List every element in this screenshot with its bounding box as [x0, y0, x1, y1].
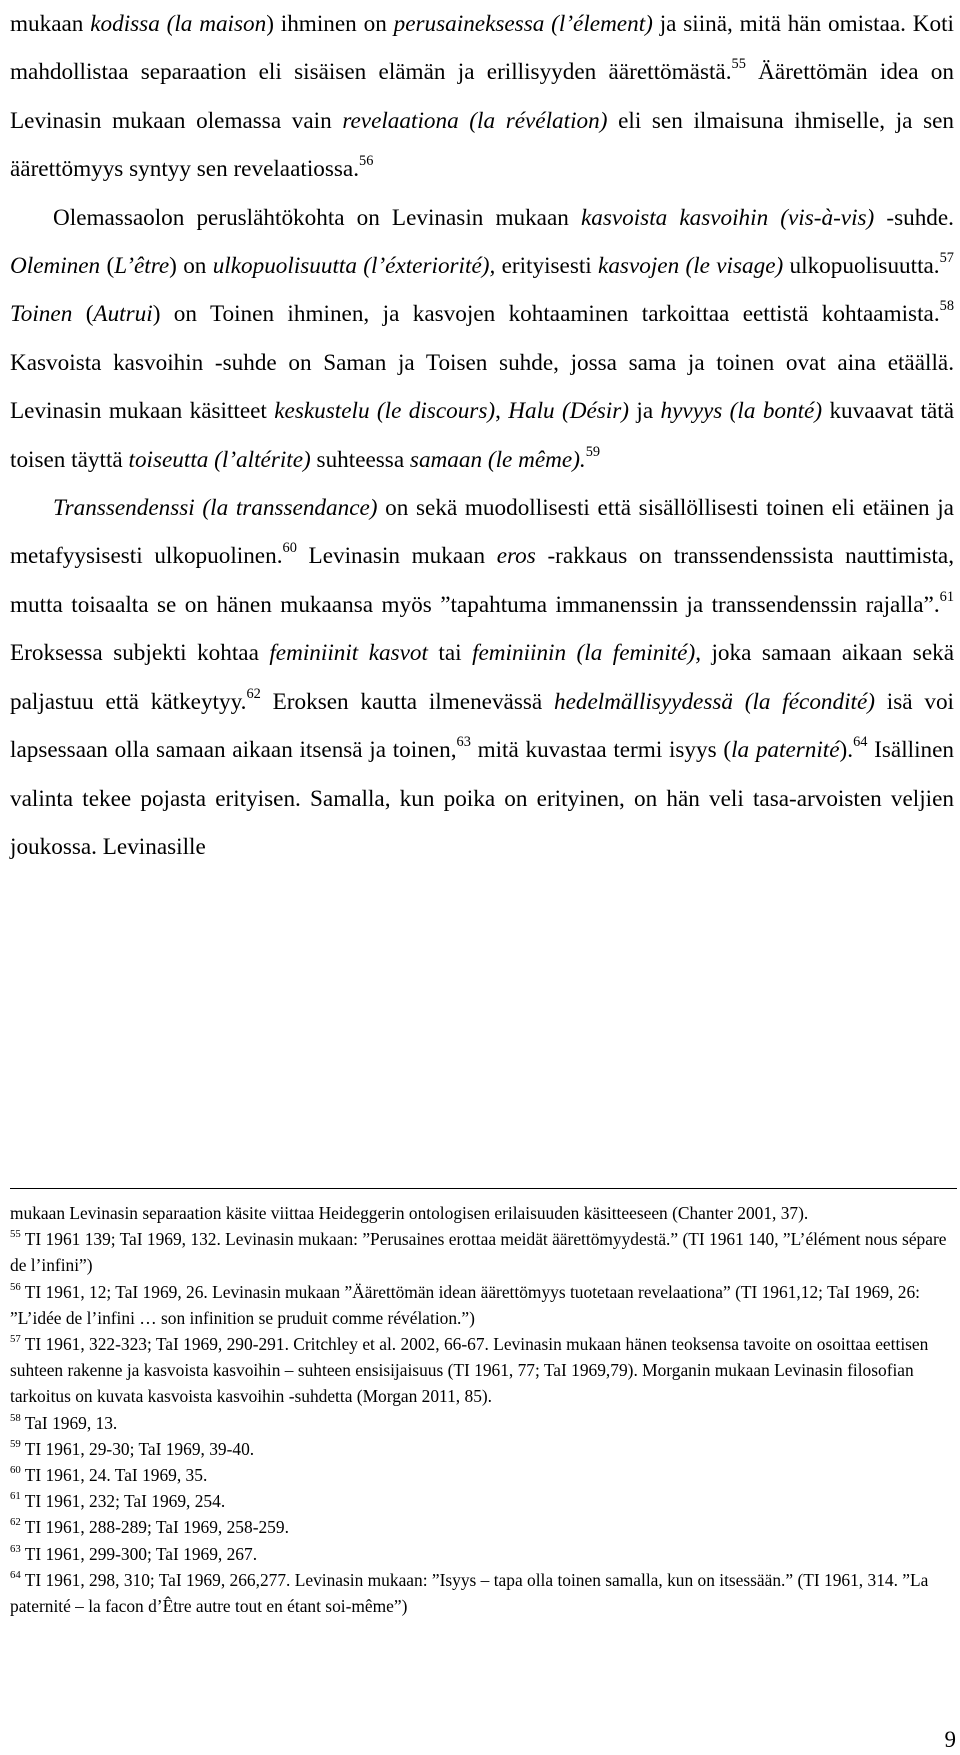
text-run: ja: [629, 398, 661, 425]
footnote-text: TI 1961, 322-323; TaI 1969, 290-291. Critchley et al. 2002, 66-67. Levinasin mukaan hänen teoksensa tavoite on osoittaa eettisen suhteen rakenne ja kasvoista kasvoihin – suhteen ensisijaisuus (TI 1961, 77; TaI 1969,79). Morganin mukaan Levinasin filosofian tarkoitus on kuvata kasvoista kasvoihin -suhdetta (Morgan 2011, 85).: [10, 1334, 929, 1407]
footnote-text: TI 1961, 232; TaI 1969, 254.: [20, 1491, 226, 1512]
footnote-number: 55: [10, 1228, 21, 1241]
text-run: -rakkaus on transsendenssista nauttimista, mutta toisaalta se on hänen mukaansa myös ”tapahtuma immanenssin ja transsendenssin rajalla”.: [10, 543, 954, 618]
italic-term: Transsendenssi (la transsendance): [53, 495, 378, 522]
footnote-ref-56[interactable]: 56: [359, 153, 374, 170]
footnote-61: [10, 1488, 954, 1514]
footnote-63: [10, 1541, 954, 1567]
footnote-number: 63: [10, 1542, 21, 1555]
italic-term: kodissa (la maison: [90, 11, 267, 37]
footnote-ref-59[interactable]: 59: [585, 443, 601, 460]
text-run: eli sen ilmaisuna ihmiselle, ja sen äärettömyys syntyy sen revelaatiossa.: [10, 107, 954, 183]
paragraph-3: [10, 484, 954, 871]
text-run: ulkopuolisuutta.: [783, 253, 940, 280]
text-run: -suhde.: [874, 204, 954, 231]
italic-term: feminiinit kasvot: [269, 640, 428, 667]
italic-term: Toinen: [10, 301, 73, 328]
italic-term: revelaationa (la révélation): [342, 107, 608, 134]
italic-term: keskustelu (le discours): [274, 398, 496, 425]
footnote-number: 57: [10, 1332, 21, 1345]
text-run: ) on: [169, 253, 213, 280]
text-run: (: [100, 253, 115, 280]
footnote-number: 62: [10, 1516, 21, 1529]
italic-term: eros: [496, 543, 536, 570]
text-run: mukaan: [10, 11, 91, 37]
text-run: Äärettömän idea on Levinasin mukaan olemassa vain: [10, 59, 954, 134]
italic-term: ulkopuolisuutta (l’éxteriorité),: [212, 253, 496, 280]
footnote-62: [10, 1514, 954, 1540]
footnote-60: [10, 1462, 954, 1488]
text-run: kuvaavat tätä toisen täyttä: [10, 398, 954, 473]
italic-term: samaan (le même).: [409, 446, 586, 473]
italic-term: perusaineksessa (l’élement): [393, 11, 653, 37]
footnote-64: [10, 1567, 954, 1619]
footnote-continuation: mukaan Levinasin separaation käsite viittaa Heideggerin ontologisen erilaisuuden käsitteeseen (Chanter 2001, 37).: [10, 1203, 809, 1223]
italic-term: Autrui: [93, 301, 153, 328]
text-run: Eroksen kautta ilmenevässä: [260, 688, 554, 715]
footnote-number: 56: [10, 1280, 21, 1293]
paragraph-1: [10, 0, 954, 194]
body-text: [10, 0, 954, 871]
text-run: (: [72, 301, 94, 328]
text-run: Olemassaolon peruslähtökohta on Levinasin mukaan: [53, 204, 581, 231]
italic-term: kasvoista kasvoihin (vis-à-vis): [580, 204, 875, 231]
text-run: tai: [427, 640, 473, 667]
footnote-number: 58: [10, 1411, 21, 1424]
italic-term: Halu (Désir): [508, 398, 629, 425]
text-run: isä voi lapsessaan olla samaan aikaan itsensä ja toinen,: [10, 688, 954, 764]
text-run: ja siinä, mitä hän omistaa. Koti mahdollistaa separaation eli sisäisen elämän ja erillisyyden äärettömästä.: [10, 11, 954, 86]
footnote-ref-64[interactable]: 64: [853, 734, 868, 751]
footnote-ref-55[interactable]: 55: [731, 56, 746, 73]
footnote-57: [10, 1331, 954, 1410]
text-run: ) on Toinen ihminen, ja kasvojen kohtaaminen tarkoittaa eettistä kohtaamista.: [152, 301, 940, 328]
text-run: on sekä muodollisesti että sisällöllisesti toinen eli etäinen ja metafyysisesti ulkopuolinen.: [10, 495, 954, 570]
footnotes: [10, 1200, 954, 1619]
text-run: ).: [839, 737, 854, 764]
footnote-number: 60: [10, 1463, 21, 1476]
italic-term: hedelmällisyydessä (la fécondité): [553, 688, 876, 715]
footnote-58: [10, 1410, 954, 1436]
footnote-text: TI 1961, 12; TaI 1969, 26. Levinasin mukaan ”Äärettömän idean äärettömyys tuotetaan revelaationa” (TI 1961,12; TaI 1969, 26: ”L’idée de l’infini … son infinition se pruduit comme révélation.”): [10, 1281, 920, 1328]
footnote-divider: [10, 1188, 957, 1189]
page-number: 9: [944, 1727, 956, 1752]
italic-term: L’être: [114, 253, 170, 280]
text-run: ,: [495, 398, 509, 425]
italic-term: la paternité: [731, 737, 840, 764]
footnote-text: TI 1961 139; TaI 1969, 132. Levinasin mukaan: ”Perusaines erottaa meidät äärettömyydestä.” (TI 1961 140, ”L’élément nous sépare de l’infini”): [10, 1229, 947, 1276]
text-run: Levinasin mukaan: [296, 543, 497, 570]
italic-term: kasvojen (le visage): [598, 253, 784, 280]
footnote-number: 64: [10, 1568, 21, 1581]
footnote-ref-61[interactable]: 61: [939, 589, 954, 606]
text-run: erityisesti: [495, 253, 599, 280]
footnote-ref-63[interactable]: 63: [456, 734, 471, 751]
paragraph-2: [10, 194, 954, 484]
footnote-number: 61: [10, 1490, 21, 1503]
text-run: joka samaan aikaan sekä paljastuu että kätkeytyy.: [10, 640, 955, 715]
footnote-number: 59: [10, 1437, 21, 1450]
footnote-59: [10, 1436, 954, 1462]
footnote-text: TI 1961, 299-300; TaI 1969, 267.: [20, 1543, 258, 1564]
footnote-ref-57[interactable]: 57: [939, 250, 954, 267]
italic-term: hyvyys (la bonté): [660, 398, 823, 425]
text-run: suhteessa: [310, 446, 410, 473]
italic-term: toiseutta (l’altérite): [128, 446, 311, 473]
footnote-text: TaI 1969, 13.: [20, 1412, 118, 1433]
footnote-text: TI 1961, 24. TaI 1969, 35.: [20, 1465, 208, 1486]
italic-term: Oleminen: [10, 253, 101, 280]
footnote-ref-58[interactable]: 58: [939, 298, 954, 315]
footnote-56: [10, 1279, 954, 1331]
text-run: ) ihminen on: [266, 11, 394, 37]
footnote-ref-60[interactable]: 60: [282, 540, 297, 557]
footnote-55: [10, 1226, 954, 1278]
text-run: Kasvoista kasvoihin -suhde on Saman ja Toisen suhde, jossa sama ja toinen ovat aina etäällä. Levinasin mukaan käsitteet: [10, 349, 954, 425]
text-run: Isällinen valinta tekee pojasta erityisen. Samalla, kun poika on erityinen, on hän veli tasa-arvoisten veljien joukossa. Levinasille: [10, 737, 955, 860]
text-run: mitä kuvastaa termi isyys (: [470, 737, 732, 764]
footnote-text: TI 1961, 29-30; TaI 1969, 39-40.: [20, 1438, 255, 1459]
footnote-ref-62[interactable]: 62: [246, 685, 261, 702]
text-run: Eroksessa subjekti kohtaa: [10, 640, 270, 667]
footnote-text: TI 1961, 288-289; TaI 1969, 258-259.: [20, 1517, 289, 1538]
italic-term: feminiinin (la feminité),: [472, 640, 701, 667]
footnote-text: TI 1961, 298, 310; TaI 1969, 266,277. Levinasin mukaan: ”Isyys – tapa olla toinen samalla, kun on itsessään.” (TI 1961, 314. ”La paternité – la facon d’Être autre tout en étant soi-même”): [10, 1569, 929, 1617]
